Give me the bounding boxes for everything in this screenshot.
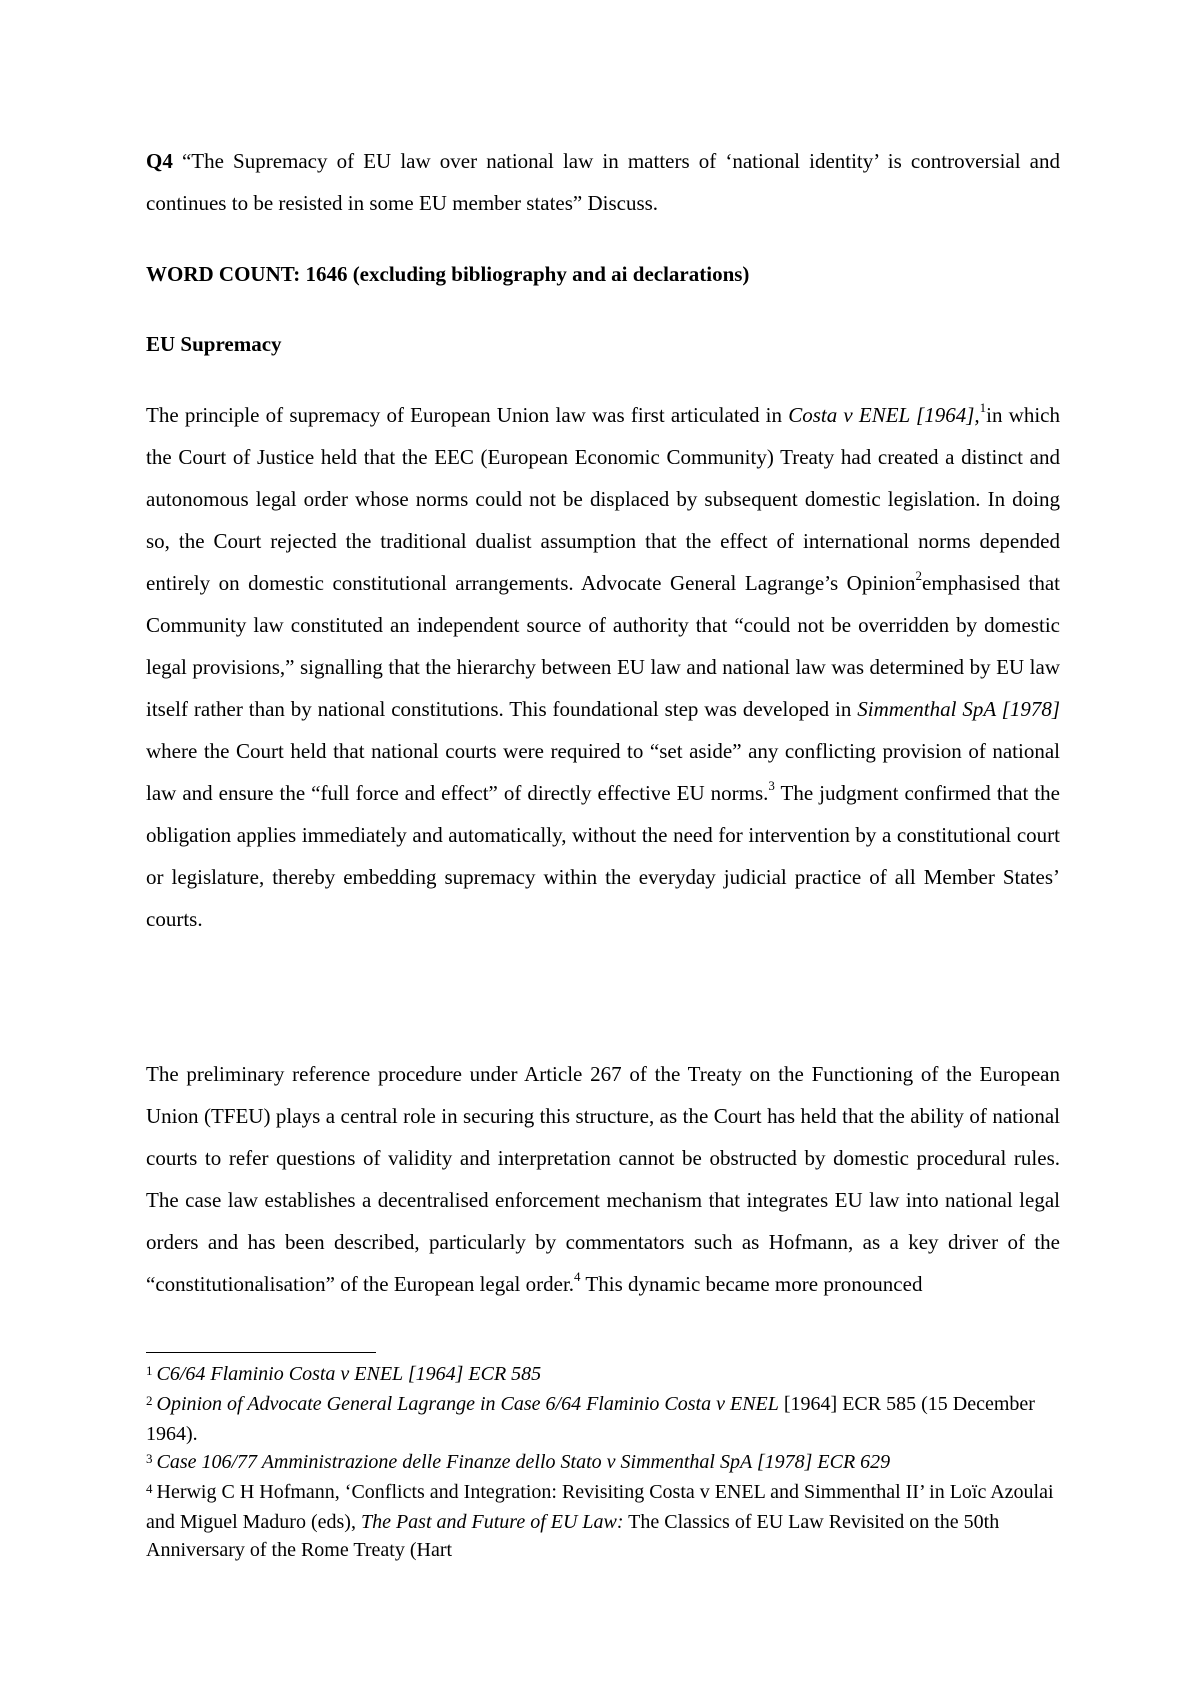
paragraph-1 xyxy=(146,394,1060,940)
paragraph-2-text-a: The preliminary reference procedure under Article 267 of the Treaty on the Functioning of the European Union (TFEU) plays a central role in securing this structure, as the Court has held that the ability of national courts to refer questions of validity and interpretation cannot be obstructed by domestic procedural rules. The case law establishes a decentralised enforcement mechanism that integrates EU law into national legal orders and has been described, particularly by commentators such as Hofmann, as a key driver of the “constitutionalisation” of the European legal order. xyxy=(146,1062,1060,1296)
footnote-3 xyxy=(146,1448,1060,1478)
footnote-number: 4 xyxy=(146,1481,153,1496)
footnote-ref-4[interactable]: 4 xyxy=(574,1269,581,1284)
footnote-text: [1964] ECR 585 (15 December 1964). xyxy=(146,1393,1035,1445)
paragraph-1-text-c: emphasised that Community law constituted an independent source of authority that “could not be overridden by domestic legal provisions,” signalling that the hierarchy between EU law and national law was determined by EU law itself rather than by national constitutions. This foundational step was developed in xyxy=(146,571,1060,721)
footnote-italic: The Past and Future of EU Law: xyxy=(360,1511,624,1533)
footnote-italic: Opinion of Advocate General Lagrange in Case 6/64 Flaminio Costa v ENEL xyxy=(156,1393,779,1415)
footnote-ref-1[interactable]: 1 xyxy=(979,400,987,415)
footnote-1 xyxy=(146,1360,1060,1390)
word-count: WORD COUNT: 1646 (excluding bibliography and ai declarations) xyxy=(146,262,750,286)
footnotes xyxy=(146,1360,1060,1564)
case-citation-costa: Costa v ENEL [1964], xyxy=(788,403,980,427)
footnote-2 xyxy=(146,1390,1060,1448)
footnote-italic: C6/64 Flaminio Costa v ENEL [1964] ECR 585 xyxy=(156,1363,542,1385)
footnote-number: 3 xyxy=(146,1451,153,1466)
paragraph-1-text-b: in which the Court of Justice held that the EEC (European Economic Community) Treaty had created a distinct and autonomous legal order whose norms could not be displaced by subsequent domestic legislation. In doing so, the Court rejected the traditional dualist assumption that the effect of international norms depended entirely on domestic constitutional arrangements. Advocate General Lagrange’s Opinion xyxy=(146,403,1060,595)
question-label: Q4 xyxy=(146,149,173,173)
footnote-ref-3[interactable]: 3 xyxy=(768,778,775,793)
question-paragraph xyxy=(146,140,1060,224)
footnote-italic: Case 106/77 Amministrazione delle Finanze dello Stato v Simmenthal SpA [1978] ECR 629 xyxy=(156,1451,891,1473)
section-heading: EU Supremacy xyxy=(146,332,282,356)
paragraph-2 xyxy=(146,1053,1060,1305)
footnote-text: The Classics of EU Law Revisited on the 50th Anniversary of the Rome Treaty (Hart xyxy=(146,1511,1000,1561)
case-citation-simmenthal: Simmenthal SpA [1978] xyxy=(857,697,1060,721)
paragraph-1-text-d: where the Court held that national courts were required to “set aside” any conflicting provision of national law and ensure the “full force and effect” of directly effective EU norms. xyxy=(146,739,1060,805)
paragraph-1-text-e: The judgment confirmed that the obligation applies immediately and automatically, without the need for intervention by a constitutional court or legislature, thereby embedding supremacy within the everyday judicial practice of all Member States’ courts. xyxy=(146,781,1060,931)
footnote-4 xyxy=(146,1478,1060,1564)
footnote-text-pre: Herwig C H Hofmann, ‘Conflicts and Integration: Revisiting Costa v ENEL and Simmenthal II’ in Loïc Azoulai and Miguel Maduro (eds), xyxy=(146,1481,1054,1533)
footnote-number: 1 xyxy=(146,1363,153,1378)
footnote-ref-2[interactable]: 2 xyxy=(915,568,923,583)
paragraph-1-text-a: The principle of supremacy of European Union law was first articulated in xyxy=(146,403,789,427)
footnote-separator xyxy=(146,1352,376,1353)
footnote-number: 2 xyxy=(146,1393,153,1408)
question-text: “The Supremacy of EU law over national law in matters of ‘national identity’ is controversial and continues to be resisted in some EU member states” Discuss. xyxy=(146,149,1060,215)
paragraph-2-text-b: This dynamic became more pronounced xyxy=(580,1272,923,1296)
